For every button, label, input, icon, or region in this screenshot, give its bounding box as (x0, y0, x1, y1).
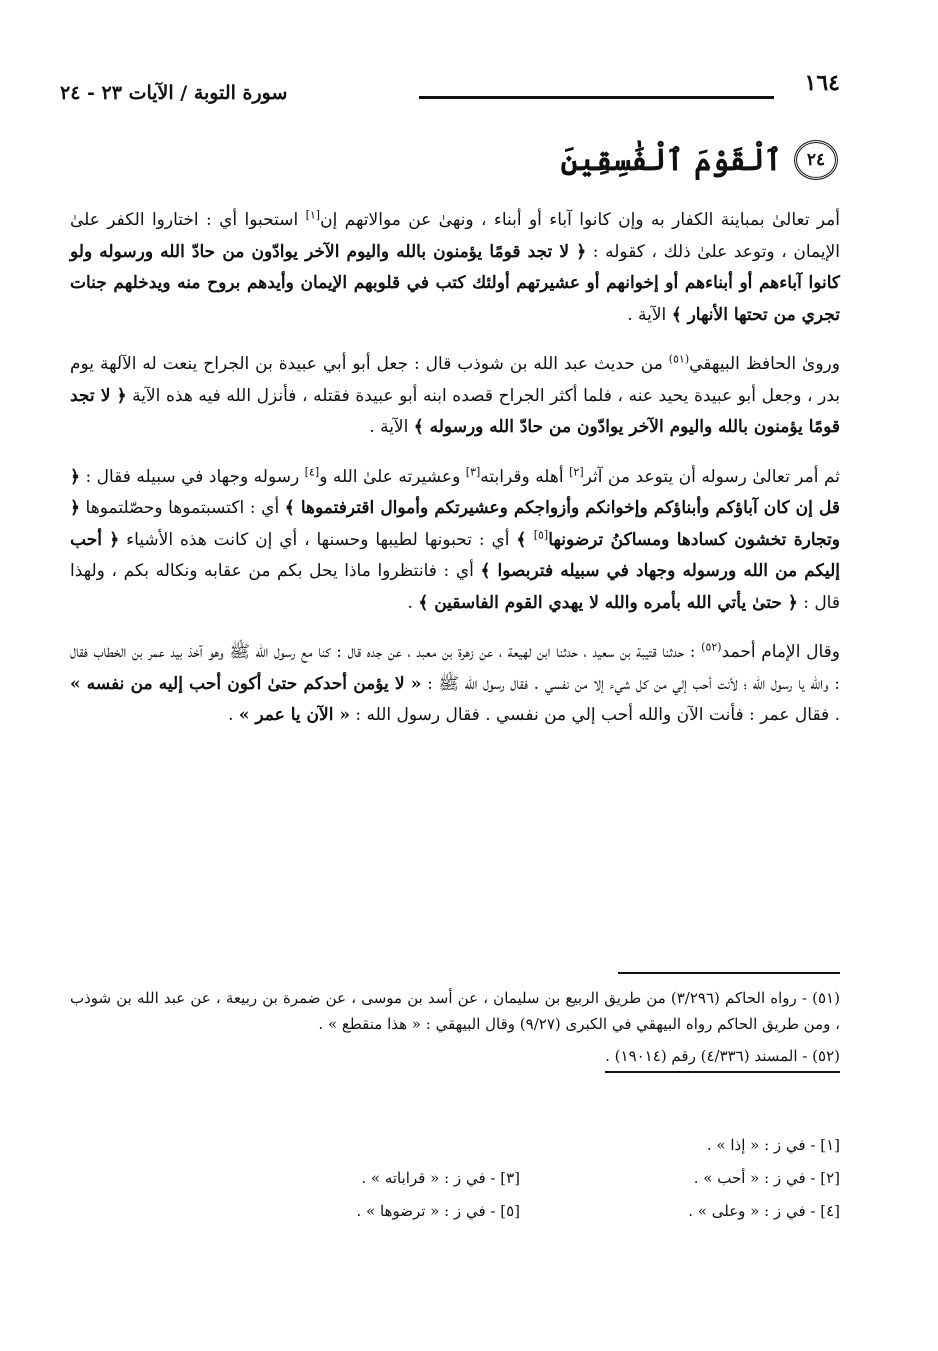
footnotes (70, 985, 840, 1079)
p3-text-b: أهله وقرابته (480, 466, 570, 487)
p1-text-b: استحبوا أي : اختاروا الكفر علىٰ الإيمان ، وتوعد علىٰ ذلك ، كقوله : (70, 210, 840, 262)
p3-text-h: . (407, 592, 419, 613)
p3-text-a: ثم أمر تعالىٰ رسوله أن يتوعد من آثر (583, 466, 841, 487)
footnote-ref-52: (٥٢) (701, 640, 722, 654)
p1-text-a: أمر تعالىٰ بمباينة الكفار به وإن كانوا آباء أو أبناء ، ونهىٰ عن موالاتهم إن (320, 210, 841, 230)
page-number: ١٦٤ (804, 70, 840, 96)
variant-ref-2: [٢] (569, 464, 584, 478)
footnote-separator (618, 972, 840, 974)
paragraph-2 (70, 349, 840, 444)
p2-quran-quote: ﴿ لا تجد قومًا يؤمنون بالله واليوم الآخر يوادّون من حادّ الله ورسوله ﴾ (70, 385, 840, 437)
variant-1: [١] - في ز : « إذا » . (706, 1135, 840, 1154)
page-header (60, 70, 840, 110)
section-heading (561, 140, 838, 180)
p3-quran-quote-2: ﴿ وتجارة تخشون كسادها ومساكنُ ترضونها (70, 498, 840, 550)
paragraph-1 (70, 205, 840, 331)
ayah-number-medallion-icon (794, 140, 838, 180)
p4-hadith-quote-2: « الآن يا عمر » (238, 705, 350, 725)
p4-text-a: وقال الإمام أحمد (721, 642, 840, 662)
p3-quran-quote-2-end: ﴾ (516, 529, 534, 550)
p3-quran-quote-3: ﴿ أحب إليكم من الله ورسوله وجهاد في سبيله فتربصوا ﴾ (70, 529, 841, 581)
variant-ref-5: [٥] (533, 527, 549, 541)
variant-ref-4: [٤] (304, 464, 320, 478)
variant-5: [٥] - في ز : « ترضوها » . (356, 1201, 520, 1220)
footnote-52: (٥٢) - المسند (٤/٣٣٦) رقم (١٩٠١٤) . (605, 1043, 840, 1073)
p2-text-a: وروىٰ الحافظ البيهقي (689, 354, 840, 374)
p1-quran-quote: ﴿ لا تجد قومًا يؤمنون بالله واليوم الآخر يوادّون من حادّ الله ورسوله ولو كانوا آباءهم أو أبناءهم أو إخوانهم أو عشيرتهم أولئك كتب في قلوبهم الإيمان وأيدهم بروح منه ويدخلهم جنات تجري من تحتها الأنهار ﴾ (70, 241, 840, 325)
p4-hadith-quote-1: « لا يؤمن أحدكم حتىٰ أكون أحب إليه من نفسه » (70, 673, 422, 694)
variant-4: [٤] - في ز : « وعلى » . (688, 1201, 840, 1220)
variant-ref-1: [١] (305, 208, 321, 222)
variant-2: [٢] - في ز : « أحب » . (693, 1168, 840, 1187)
p4-text-d: . (228, 705, 239, 725)
main-text (70, 205, 840, 750)
p3-quran-quote-1: ﴿ قل إن كان آباؤكم وأبناؤكم وإخوانكم وأزواجكم وعشيرتكم وأموال اقترفتموها ﴾ (70, 466, 840, 518)
p3-text-c: وعشيرته علىٰ الله و (319, 466, 466, 487)
manuscript-variants (200, 1128, 840, 1227)
section-heading-text: ٱلْقَوْمَ ٱلْفَٰسِقِينَ (560, 142, 782, 178)
p4-text-c: . فقال عمر : فأنت الآن والله أحب إلي من نفسي . فقال رسول الله : (349, 705, 840, 725)
header-rule (419, 96, 774, 99)
p3-text-d: رسوله وجهاد في سبيله فقال : (79, 466, 305, 487)
p3-text-f: أي : تحبونها لطيبها وحسنها ، أي إن كانت هذه الأشياء (119, 529, 517, 550)
p2-text-b: من حديث عبد الله بن شوذب قال : جعل أبو أبي عبيدة بن الجراح ينعت له الآلهة يوم بدر ، وجعل أبو عبيدة يحيد عنه ، فلما أكثر الجراح قصده ابنه أبو عبيدة فقتله ، فأنزل الله فيه هذه الآية (70, 354, 840, 406)
variant-row (200, 1128, 840, 1161)
variant-row (200, 1161, 840, 1194)
variant-row (200, 1194, 840, 1227)
footnote-ref-51: (٥١) (668, 352, 690, 366)
p3-text-g: أي : فانتظروا ماذا يحل بكم من عقابه ونكاله بكم ، ولهذا قال : (70, 561, 840, 613)
running-title: سورة التوبة / الآيات ٢٣ - ٢٤ (60, 82, 288, 104)
variant-ref-3: [٣] (465, 464, 481, 478)
p4-text-b: : حدثنا قتيبة بن سعيد ، حدثنا ابن لهيعة ، عن زهرة بن معبد ، عن جده قال : كنا مع رسول الله ﷺ وهو آخذ بيد عمر بن الخطاب فقال : والله يا رسول الله ؛ لأنت أحب إلي من كل شيء إلا من نفسي . فقال رسول الله ﷺ : (70, 642, 840, 694)
paragraph-3 (70, 462, 840, 620)
footnote-51: (٥١) - رواه الحاكم (٣/٢٩٦) من طريق الربيع بن سليمان ، عن أسد بن موسى ، عن ضمرة بن ربيعة ، عن عبد الله بن شوذب ، ومن طريق الحاكم رواه البيهقي في الكبرى (٩/٢٧) وقال البيهقي : « هذا منقطع » . (70, 989, 840, 1033)
ayah-number: ٢٤ (806, 150, 826, 170)
p3-text-e: أي : اكتسبتموها وحصّلتموها (79, 498, 285, 518)
p3-quran-quote-4: ﴿ حتىٰ يأتي الله بأمره والله لا يهدي القوم الفاسقين ﴾ (418, 592, 798, 613)
variant-3: [٣] - في ز : « قراباته » . (361, 1168, 520, 1187)
paragraph-4 (70, 637, 840, 732)
p1-text-c: الآية . (627, 304, 672, 325)
p2-text-c: الآية . (369, 417, 414, 437)
